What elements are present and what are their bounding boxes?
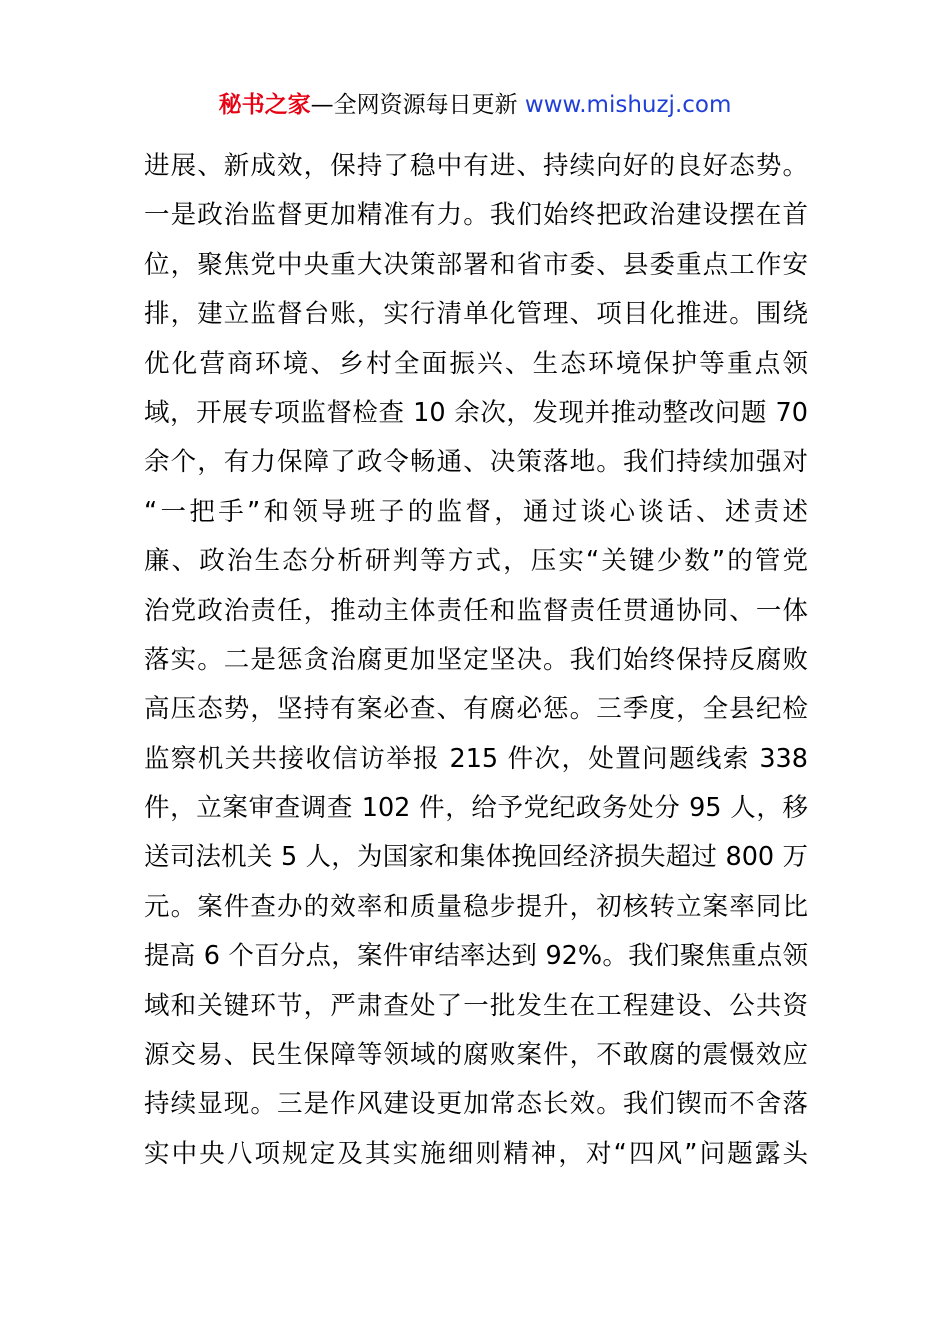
text-line: 排，建立监督台账，实行清单化管理、项目化推进。围绕 <box>144 299 808 330</box>
text-line: 提高 6 个百分点，案件审结率达到 92%。我们聚焦重点领 <box>144 941 808 972</box>
text-line: 廉、政治生态分析研判等方式，压实“关键少数”的管党 <box>144 546 808 577</box>
text-line: 域和关键环节，严肃查处了一批发生在工程建设、公共资 <box>144 990 808 1021</box>
site-url: www.mishuzj.com <box>524 92 732 118</box>
text-line: 治党政治责任，推动主体责任和监督责任贯通协同、一体 <box>144 595 808 626</box>
text-line: 元。案件查办的效率和质量稳步提升，初核转立案率同比 <box>144 891 808 922</box>
text-line: 优化营商环境、乡村全面振兴、生态环境保护等重点领 <box>144 348 808 379</box>
text-line: 持续显现。三是作风建设更加常态长效。我们锲而不舍落 <box>144 1089 808 1120</box>
header-tagline: —全网资源每日更新 <box>310 92 518 118</box>
text-line: 实中央八项规定及其实施细则精神，对“四风”问题露头 <box>144 1138 808 1169</box>
brand-name: 秘书之家 <box>218 92 311 118</box>
text-line: 进展、新成效，保持了稳中有进、持续向好的良好态势。 <box>144 151 808 181</box>
text-line: “一把手”和领导班子的监督，通过谈心谈话、述责述 <box>144 496 808 527</box>
text-line: 位，聚焦党中央重大决策部署和省市委、县委重点工作安 <box>144 249 808 280</box>
text-line: 送司法机关 5 人，为国家和集体挽回经济损失超过 800 万 <box>144 842 808 873</box>
text-line: 落实。二是惩贪治腐更加坚定坚决。我们始终保持反腐败 <box>144 644 808 675</box>
text-line: 源交易、民生保障等领域的腐败案件，不敢腐的震慑效应 <box>144 1040 808 1071</box>
text-line: 监察机关共接收信访举报 215 件次，处置问题线索 338 <box>144 743 808 774</box>
text-line: 域，开展专项监督检查 10 余次，发现并推动整改问题 70 <box>144 397 808 428</box>
text-line: 高压态势，坚持有案必查、有腐必惩。三季度，全县纪检 <box>144 694 808 725</box>
page-header <box>0 88 950 122</box>
document-body <box>144 142 808 1179</box>
text-line: 一是政治监督更加精准有力。我们始终把政治建设摆在首 <box>144 200 808 231</box>
text-line: 余个，有力保障了政令畅通、决策落地。我们持续加强对 <box>144 447 808 478</box>
text-line: 件，立案审查调查 102 件，给予党纪政务处分 95 人，移 <box>144 793 808 824</box>
